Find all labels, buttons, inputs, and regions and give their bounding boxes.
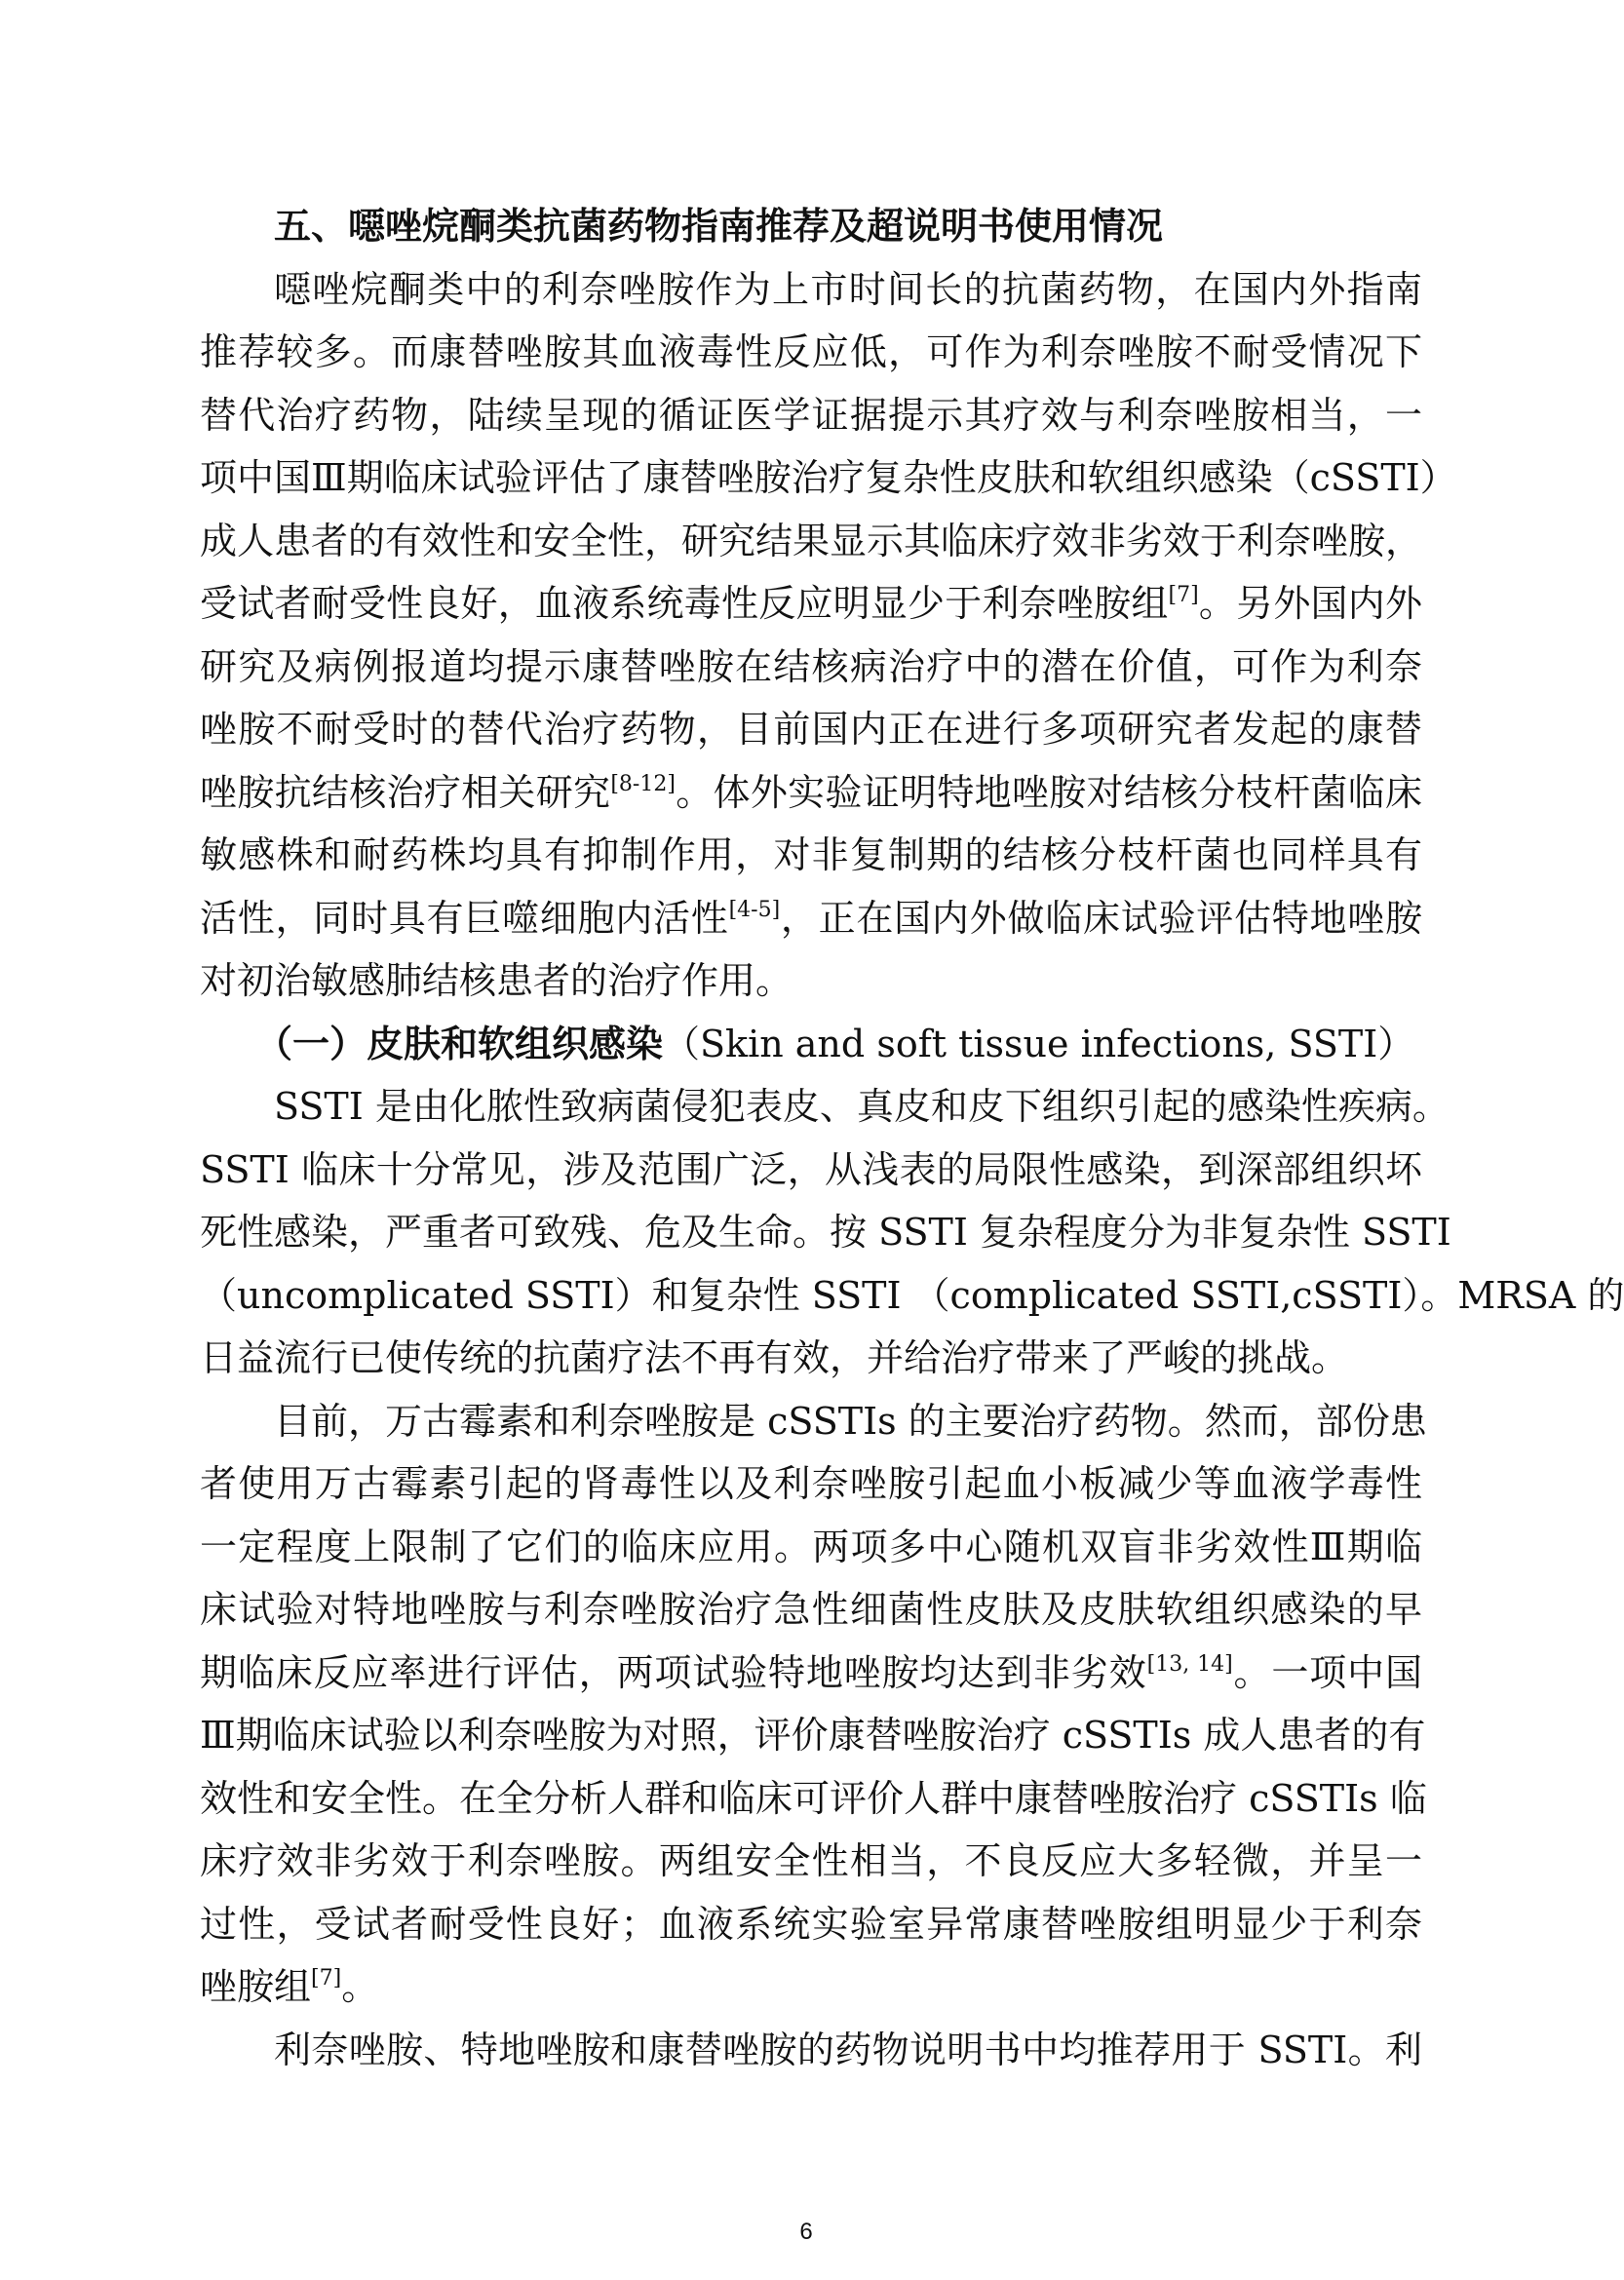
text-line: 成人患者的有效性和安全性，研究结果显示其临床疗效非劣效于利奈唑胺， [200, 519, 1423, 562]
text-line: 噁唑烷酮类中的利奈唑胺作为上市时间长的抗菌药物，在国内外指南 [274, 267, 1422, 311]
text-line: Ⅲ期临床试验以利奈唑胺为对照，评价康替唑胺治疗 cSSTIs 成人患者的有 [200, 1714, 1426, 1757]
text-segment: 。体外实验证明特地唑胺对结核分枝杆菌临床 [675, 770, 1422, 814]
text-line: 敏感株和耐药株均具有抑制作用，对非复制期的结核分枝杆菌也同样具有 [200, 833, 1422, 876]
paragraph [200, 2019, 1422, 2082]
text-line: 者使用万古霉素引起的肾毒性以及利奈唑胺引起血小板减少等血液学毒性 [200, 1462, 1422, 1505]
page-number: 6 [799, 2219, 813, 2245]
text-line: 唑胺不耐受时的替代治疗药物，目前国内正在进行多项研究者发起的康替 [200, 708, 1422, 751]
text-line: 效性和安全性。在全分析人群和临床可评价人群中康替唑胺治疗 cSSTIs 临 [200, 1776, 1427, 1820]
text-segment: 。另外国内外 [1198, 582, 1422, 625]
text-segment: 唑胺抗结核治疗相关研究 [200, 770, 611, 814]
text-line: 过性，受试者耐受性良好；血液系统实验室异常康替唑胺组明显少于利奈 [200, 1902, 1422, 1946]
text-line: 利奈唑胺、特地唑胺和康替唑胺的药物说明书中均推荐用于 SSTI。利 [274, 2028, 1422, 2071]
text-line: 一定程度上限制了它们的临床应用。两项多中心随机双盲非劣效性Ⅲ期临 [200, 1525, 1422, 1568]
subsection-heading [200, 1013, 1422, 1076]
text-line: （uncomplicated SSTI）和复杂性 SSTI （complicated SSTI,cSSTI）。MRSA 的 [200, 1273, 1624, 1317]
text-line [200, 1642, 1422, 1705]
paragraph [200, 1390, 1427, 2019]
subsection-title-cn: （一）皮肤和软组织感染 [255, 1022, 664, 1065]
text-line: 推荐较多。而康替唑胺其血液毒性反应低，可作为利奈唑胺不耐受情况下 [200, 330, 1422, 373]
text-line: 床试验对特地唑胺与利奈唑胺治疗急性细菌性皮肤及皮肤软组织感染的早 [200, 1588, 1422, 1631]
text-line: 日益流行已使传统的抗菌疗法不再有效，并给治疗带来了严峻的挑战。 [200, 1336, 1349, 1379]
text-segment: 受试者耐受性良好，血液系统毒性反应明显少于利奈唑胺组 [200, 582, 1169, 625]
text-segment: 。一项中国 [1232, 1650, 1422, 1694]
citation-ref: [4-5] [728, 897, 781, 922]
paragraph [200, 258, 1457, 1013]
text-segment: 活性，同时具有巨噬细胞内活性 [200, 896, 729, 940]
paragraph [200, 1075, 1624, 1390]
text-line: SSTI 是由化脓性致病菌侵犯表皮、真皮和皮下组织引起的感染性疾病。 [274, 1085, 1450, 1128]
text-line: 床疗效非劣效于利奈唑胺。两组安全性相当，不良反应大多轻微，并呈一 [200, 1839, 1422, 1882]
text-line [200, 887, 1422, 950]
text-line: 对初治敏感肺结核患者的治疗作用。 [200, 959, 793, 1002]
citation-ref: [13, 14] [1146, 1651, 1233, 1677]
text-line: SSTI 临床十分常见，涉及范围广泛，从浅表的局限性感染，到深部组织坏 [200, 1147, 1422, 1191]
page-content [200, 195, 1624, 2081]
citation-ref: [7] [1168, 583, 1199, 607]
text-line [200, 761, 1422, 825]
citation-ref: [7] [311, 1966, 342, 1990]
subsection-title-en: （Skin and soft tissue infections, SSTI） [663, 1022, 1415, 1065]
text-segment: 期临床反应率进行评估，两项试验特地唑胺均达到非劣效 [200, 1650, 1147, 1694]
text-line: 死性感染，严重者可致残、危及生命。按 SSTI 复杂程度分为非复杂性 SSTI [200, 1211, 1451, 1254]
section-heading: 五、噁唑烷酮类抗菌药物指南推荐及超说明书使用情况 [274, 205, 1164, 248]
text-line: 研究及病例报道均提示康替唑胺在结核病治疗中的潜在价值，可作为利奈 [200, 644, 1422, 688]
citation-ref: [8-12] [610, 771, 676, 796]
text-segment: 唑胺组 [200, 1965, 312, 2008]
text-segment: 。 [341, 1965, 379, 2008]
text-line: 目前，万古霉素和利奈唑胺是 cSSTIs 的主要治疗药物。然而，部份患 [274, 1399, 1427, 1443]
text-line: 替代治疗药物，陆续呈现的循证医学证据提示其疗效与利奈唑胺相当，一 [200, 393, 1422, 437]
text-line [200, 1955, 1422, 2019]
text-line [200, 572, 1422, 636]
text-line: 项中国Ⅲ期临床试验评估了康替唑胺治疗复杂性皮肤和软组织感染（cSSTI） [200, 456, 1457, 499]
text-segment: ，正在国内外做临床试验评估特地唑胺 [780, 896, 1422, 940]
